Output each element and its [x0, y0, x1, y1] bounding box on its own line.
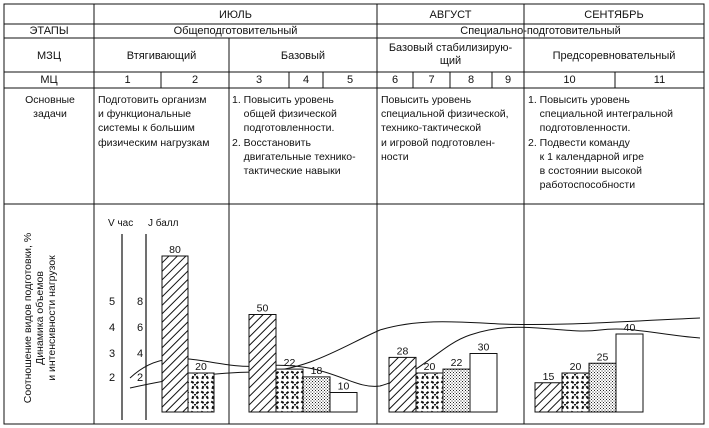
stage-general: Общеподготовительный — [173, 25, 298, 37]
mc-8: 8 — [467, 74, 475, 86]
bar-label-g3-4: 30 — [477, 341, 490, 354]
bar-label-g1-1: 80 — [169, 244, 181, 256]
task-precompetitive: 1. Повысить уровень специальной интегральной подготовленности. 2. Подвести команду к 1 календарной игре в состоянии высокой работоспособности — [528, 94, 673, 192]
j-tick-6: 6 — [137, 322, 144, 334]
task-retracting: Подготовить организм и функциональные системы к большим физическим нагрузкам — [98, 94, 210, 149]
mc-6: 6 — [391, 74, 399, 86]
bar-g2-3 — [303, 377, 330, 412]
bar-g1-1 — [162, 256, 188, 412]
bar-label-g3-3: 22 — [450, 357, 463, 370]
bar-label-g4-2: 20 — [569, 361, 582, 373]
v-axis-title: V час — [108, 218, 134, 229]
task-basic: 1. Повысить уровень общей физической подготовленности. 2. Восстановить двигательные технико- тактические навыки — [232, 94, 356, 178]
tasks-label: Основные задачи — [25, 94, 75, 121]
bar-g4-2 — [562, 373, 589, 412]
meso-basic-stabilizing: Базовый стабилизирую- щий — [388, 42, 513, 67]
mc-2: 2 — [191, 74, 199, 86]
month-july: ИЮЛЬ — [219, 9, 252, 21]
bar-label-g2-3: 18 — [310, 364, 323, 377]
bar-label-g4-4: 40 — [623, 322, 636, 334]
bar-label-g3-1: 28 — [396, 345, 409, 358]
mc-10: 10 — [563, 74, 576, 86]
meso-retracting: Втягивающий — [126, 50, 197, 62]
bar-g2-4 — [330, 393, 357, 413]
mc-11: 11 — [653, 74, 666, 86]
j-tick-8: 8 — [137, 296, 144, 308]
mc-9: 9 — [504, 74, 512, 86]
bar-g4-4 — [616, 334, 643, 412]
v-tick-5: 5 — [109, 296, 116, 308]
v-tick-3: 3 — [109, 348, 116, 360]
v-tick-2: 2 — [109, 372, 116, 384]
bar-g1-2 — [188, 373, 214, 412]
bars-layer — [162, 244, 643, 412]
stage-special: Специально-подготовительный — [460, 25, 621, 37]
meso-basic: Базовый — [280, 50, 326, 62]
bar-label-g1-2: 20 — [195, 361, 207, 373]
j-tick-2: 2 — [137, 372, 144, 384]
mc-5: 5 — [346, 74, 354, 86]
bar-g3-2 — [416, 373, 443, 412]
v-tick-4: 4 — [109, 322, 116, 334]
mc-7: 7 — [428, 74, 435, 86]
mc-label: МЦ — [40, 74, 58, 86]
bar-label-g4-3: 25 — [596, 351, 609, 364]
bar-g4-1 — [535, 383, 562, 412]
bar-g3-4 — [470, 354, 497, 413]
bar-g4-3 — [589, 363, 616, 412]
mc-3: 3 — [255, 74, 263, 86]
mc-1: 1 — [124, 74, 131, 86]
bar-label-g4-1: 15 — [542, 370, 555, 383]
j-axis-title: J балл — [148, 218, 179, 229]
j-tick-4: 4 — [137, 348, 144, 360]
chart-side-label: Соотношение видов подготовки, % Динамика объемов и интенсивности нагрузок — [22, 232, 58, 404]
mzc-label: МЗЦ — [37, 50, 61, 62]
task-basic-stabilizing: Повысить уровень специальной физической, технико-тактической и игровой подготовлен- ности — [381, 94, 509, 163]
stages-label: ЭТАПЫ — [29, 25, 69, 37]
bar-g2-2 — [276, 369, 303, 412]
bar-g2-1 — [249, 315, 276, 413]
bar-g3-3 — [443, 369, 470, 412]
month-september: СЕНТЯБРЬ — [584, 9, 644, 21]
mc-4: 4 — [302, 74, 310, 86]
bar-g3-1 — [389, 357, 416, 412]
bar-label-g2-4: 10 — [337, 380, 350, 393]
bar-label-g2-2: 22 — [283, 357, 296, 370]
meso-precompetitive: Предсоревновательный — [552, 50, 676, 62]
month-august: АВГУСТ — [429, 9, 472, 21]
bar-label-g3-2: 20 — [423, 361, 436, 373]
bar-label-g2-1: 50 — [256, 302, 269, 315]
